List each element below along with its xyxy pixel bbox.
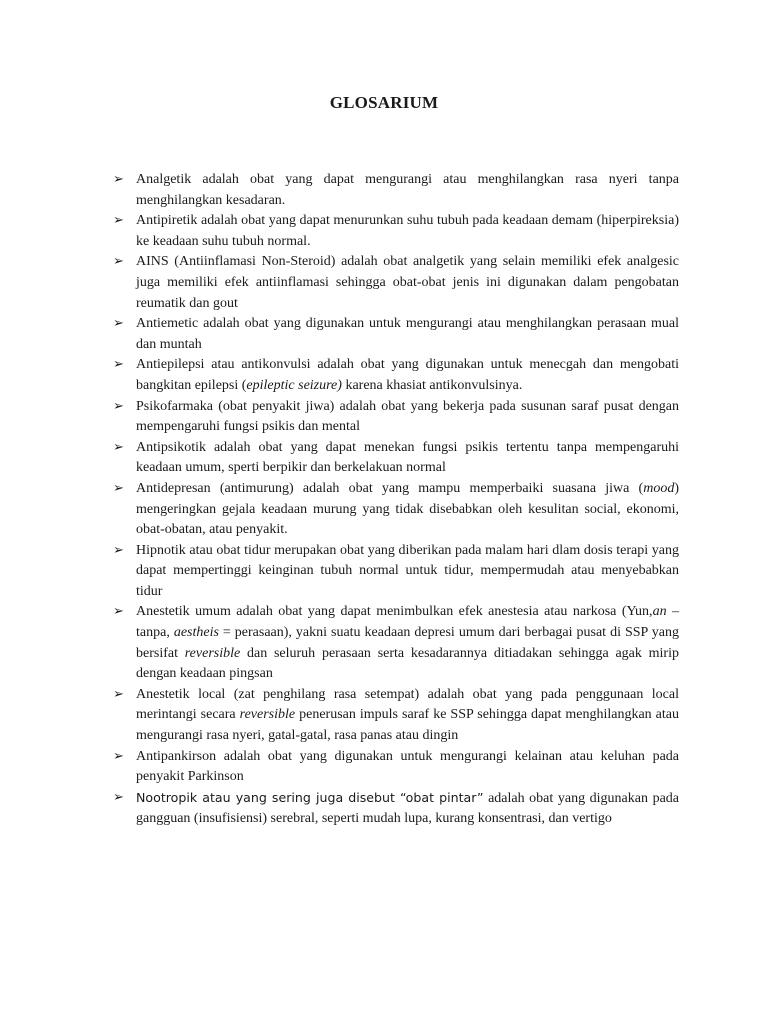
glossary-entry [113,479,679,541]
entry-text-segment: AINS (Antiinflamasi Non-Steroid) adalah obat analgetik yang selain memiliki efek analgesic juga memiliki efek antiinflamasi sehingga obat-obat jenis ini digunakan dalam pengobatan reumatik dan gout [136,254,679,311]
glossary-entry-text [136,440,679,476]
entry-text-segment: Psikofarmaka (obat penyakit jiwa) adalah obat yang bekerja pada susunan saraf pusat dengan mempengaruhi fungsi psikis dan mental [136,398,679,435]
arrow-bullet-icon: ➢ [113,480,124,496]
italic-term: epileptic seizure) [246,377,342,393]
glossary-entry [113,747,679,788]
glossary-entry-text [136,213,679,249]
arrow-bullet-icon: ➢ [113,604,124,620]
glossary-entry-text [136,172,679,208]
glossary-entry-text [136,254,679,310]
glossary-entry-text [136,749,679,785]
glossary-entry [113,541,679,603]
page-title: GLOSARIUM [329,93,439,112]
entry-text-segment: Anestetik umum adalah obat yang dapat menimbulkan efek anestesia atau narkosa (Yun, [136,604,653,620]
entry-text-segment: Antipankirson adalah obat yang digunakan untuk mengurangi kelainan atau keluhan pada penyakit Parkinson [136,748,679,785]
arrow-bullet-icon: ➢ [113,748,124,764]
italic-term: reversible [239,707,296,723]
italic-term: reversible [184,645,241,661]
arrow-bullet-icon: ➢ [113,316,124,332]
entry-text-segment: Antiepilepsi atau antikonvulsi adalah obat yang digunakan untuk menecgah dan mengobati bangkitan epilepsi ( [136,357,679,393]
glossary-entry [113,685,679,747]
arrow-bullet-icon: ➢ [113,254,124,270]
entry-text-segment: Analgetik adalah obat yang dapat mengurangi atau menghilangkan rasa nyeri tanpa menghilangkan kesadaran. [136,172,679,208]
entry-text-segment: Antipsikotik adalah obat yang dapat menekan fungsi psikis tertentu tanpa mempengaruhi keadaan umum, sperti berpikir dan berkelakuan normal [136,439,679,476]
arrow-bullet-icon: ➢ [113,542,124,558]
glossary-entry [113,355,679,396]
italic-term: an [652,604,667,620]
entry-text-segment: Hipnotik atau obat tidur merupakan obat yang diberikan pada malam hari dlam dosis terapi yang dapat mempertinggi keinginan tubuh normal untuk tidur, mempermudah atau menyebabkan tidur [136,542,679,599]
glossary-entry-text [136,357,679,393]
glossary-entry [113,397,679,438]
entry-text-segment: – tanpa, [136,604,679,641]
glossary-entry-text [136,791,679,827]
glossary-entry [113,602,679,684]
entry-text-segment: adalah obat yang digunakan pada gangguan (insufisiensi) serebral, seperti mudah lupa, kurang konsentrasi, dan vertigo [136,790,680,827]
entry-text-segment: penerusan impuls saraf ke SSP sehingga dapat menghilangkan atau mengurangi rasa nyeri, gatal-gatal, rasa panas atau dingin [136,707,679,744]
entry-text-segment: dan seluruh perasaan serta kesadarannya ditiadakan sehingga agak mirip dengan keadaan pingsan [136,645,679,682]
glossary-entry-text [136,399,679,435]
entry-text-segment: karena khasiat antikonvulsinya. [341,377,523,393]
arrow-bullet-icon: ➢ [113,213,124,229]
glossary-list [113,170,679,830]
glossary-entry [113,252,679,314]
glossary-entry-text [136,316,679,352]
glossary-entry [113,788,679,830]
glossary-entry-text [136,543,679,599]
entry-text-segment: Anestetik local (zat penghilang rasa setempat) adalah obat yang pada penggunaan local merintangi secara [136,686,679,723]
arrow-bullet-icon: ➢ [113,686,124,702]
arrow-bullet-icon: ➢ [113,789,124,805]
arrow-bullet-icon: ➢ [113,398,124,414]
glossary-entry [113,211,679,252]
glossary-entry [113,170,679,211]
entry-text-segment: Antipiretik adalah obat yang dapat menurunkan suhu tubuh pada keadaan demam (hiperpireksia) ke keadaan suhu tubuh normal. [136,213,679,249]
arrow-bullet-icon: ➢ [113,172,124,187]
glossary-entry [113,314,679,355]
italic-term: aestheis [173,625,219,641]
glossary-entry-text [136,481,679,537]
italic-term: mood [643,480,675,496]
arrow-bullet-icon: ➢ [113,439,124,455]
glossary-entry-text [136,687,679,743]
entry-text-segment: Nootropik atau yang sering juga disebut “obat pintar” [136,789,484,805]
glossary-entry [113,438,679,479]
entry-text-segment: Antiemetic adalah obat yang digunakan untuk mengurangi atau menghilangkan perasaan mual dan muntah [136,316,679,352]
entry-text-segment: Antidepresan (antimurung) adalah obat yang mampu memperbaiki suasana jiwa ( [136,480,644,496]
entry-text-segment: = perasaan), yakni suatu keadaan depresi umum dari berbagai pusat di SSP yang bersifat [136,625,679,661]
entry-text-segment: ) mengeringkan gejala keadaan murung yang tidak disebabkan oleh kesulitan social, ekonomi, obat-obatan, atau penyakit. [136,480,679,538]
arrow-bullet-icon: ➢ [113,357,124,373]
glossary-entry-text [136,604,679,681]
